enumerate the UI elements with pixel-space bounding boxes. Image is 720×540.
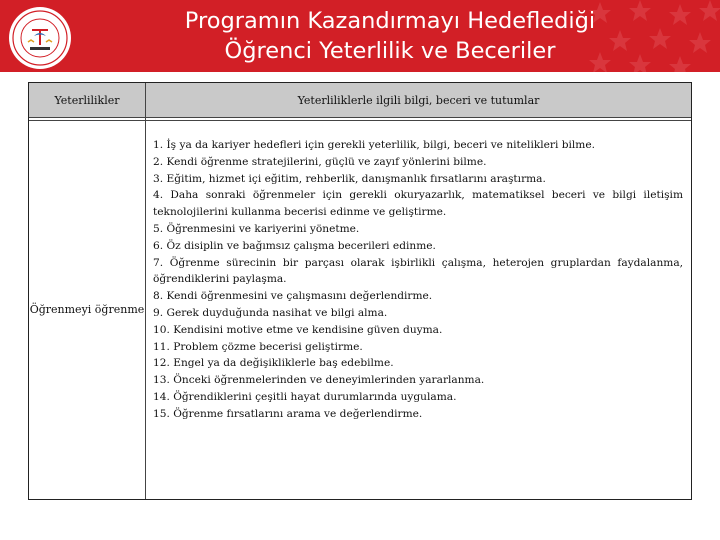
- list-item: 10. Kendisini motive etme ve kendisine güven duyma.: [153, 323, 443, 336]
- list-item: 14. Öğrendiklerini çeşitli hayat durumlarında uygulama.: [153, 390, 457, 403]
- list-item: 15. Öğrenme fırsatlarını arama ve değerlendirme.: [153, 407, 423, 420]
- list-item: 5. Öğrenmesini ve kariyerini yönetme.: [153, 222, 360, 235]
- list-item: 8. Kendi öğrenmesini ve çalışmasını değerlendirme.: [153, 290, 433, 303]
- list-item: 11. Problem çözme becerisi geliştirme.: [153, 340, 363, 353]
- page-title: [80, 6, 700, 66]
- column-divider: [145, 83, 146, 499]
- column-header-competencies: Yeterlilikler: [54, 93, 120, 107]
- list-item: 3. Eğitim, hizmet içi eğitim, rehberlik, danışmanlık fırsatlarını araştırma.: [153, 172, 546, 185]
- list-item: 6. Öz disiplin ve bağımsız çalışma becerileri edinme.: [153, 239, 436, 252]
- title-line-2: Öğrenci Yeterlilik ve Beceriler: [224, 38, 556, 64]
- row-label-learning-to-learn: Öğrenmeyi öğrenme: [29, 303, 145, 316]
- list-item: 12. Engel ya da değişikliklerle baş edebilme.: [153, 357, 394, 370]
- column-header-knowledge-skills: Yeterliliklerle ilgili bilgi, beceri ve tutumlar: [297, 93, 540, 107]
- competency-table: [28, 82, 692, 500]
- list-item: 2. Kendi öğrenme stratejilerini, güçlü ve zayıf yönlerini bilme.: [153, 155, 487, 168]
- list-item: 7. Öğrenme sürecinin bir parçası olarak işbirlikli çalışma, heterojen gruplardan faydalanma, öğrendiklerini paylaşma.: [153, 256, 683, 286]
- list-item: 13. Önceki öğrenmelerinden ve deneyimlerinden yararlanma.: [153, 374, 485, 387]
- title-line-1: Programın Kazandırmayı Hedeflediği: [184, 8, 596, 34]
- ministry-logo: [8, 6, 72, 70]
- skills-list: [153, 137, 683, 423]
- list-item: 1. İş ya da kariyer hedefleri için gerekli yeterlilik, bilgi, beceri ve nitelikleri bilme.: [153, 139, 595, 151]
- list-item: 4. Daha sonraki öğrenmeler için gerekli okuryazarlık, matematiksel beceri ve bilgi iletişim teknolojilerini kullanma becerisi edinme ve geliştirme.: [153, 189, 683, 219]
- list-item: 9. Gerek duyduğunda nasihat ve bilgi alma.: [153, 306, 388, 319]
- title-banner: [0, 0, 720, 72]
